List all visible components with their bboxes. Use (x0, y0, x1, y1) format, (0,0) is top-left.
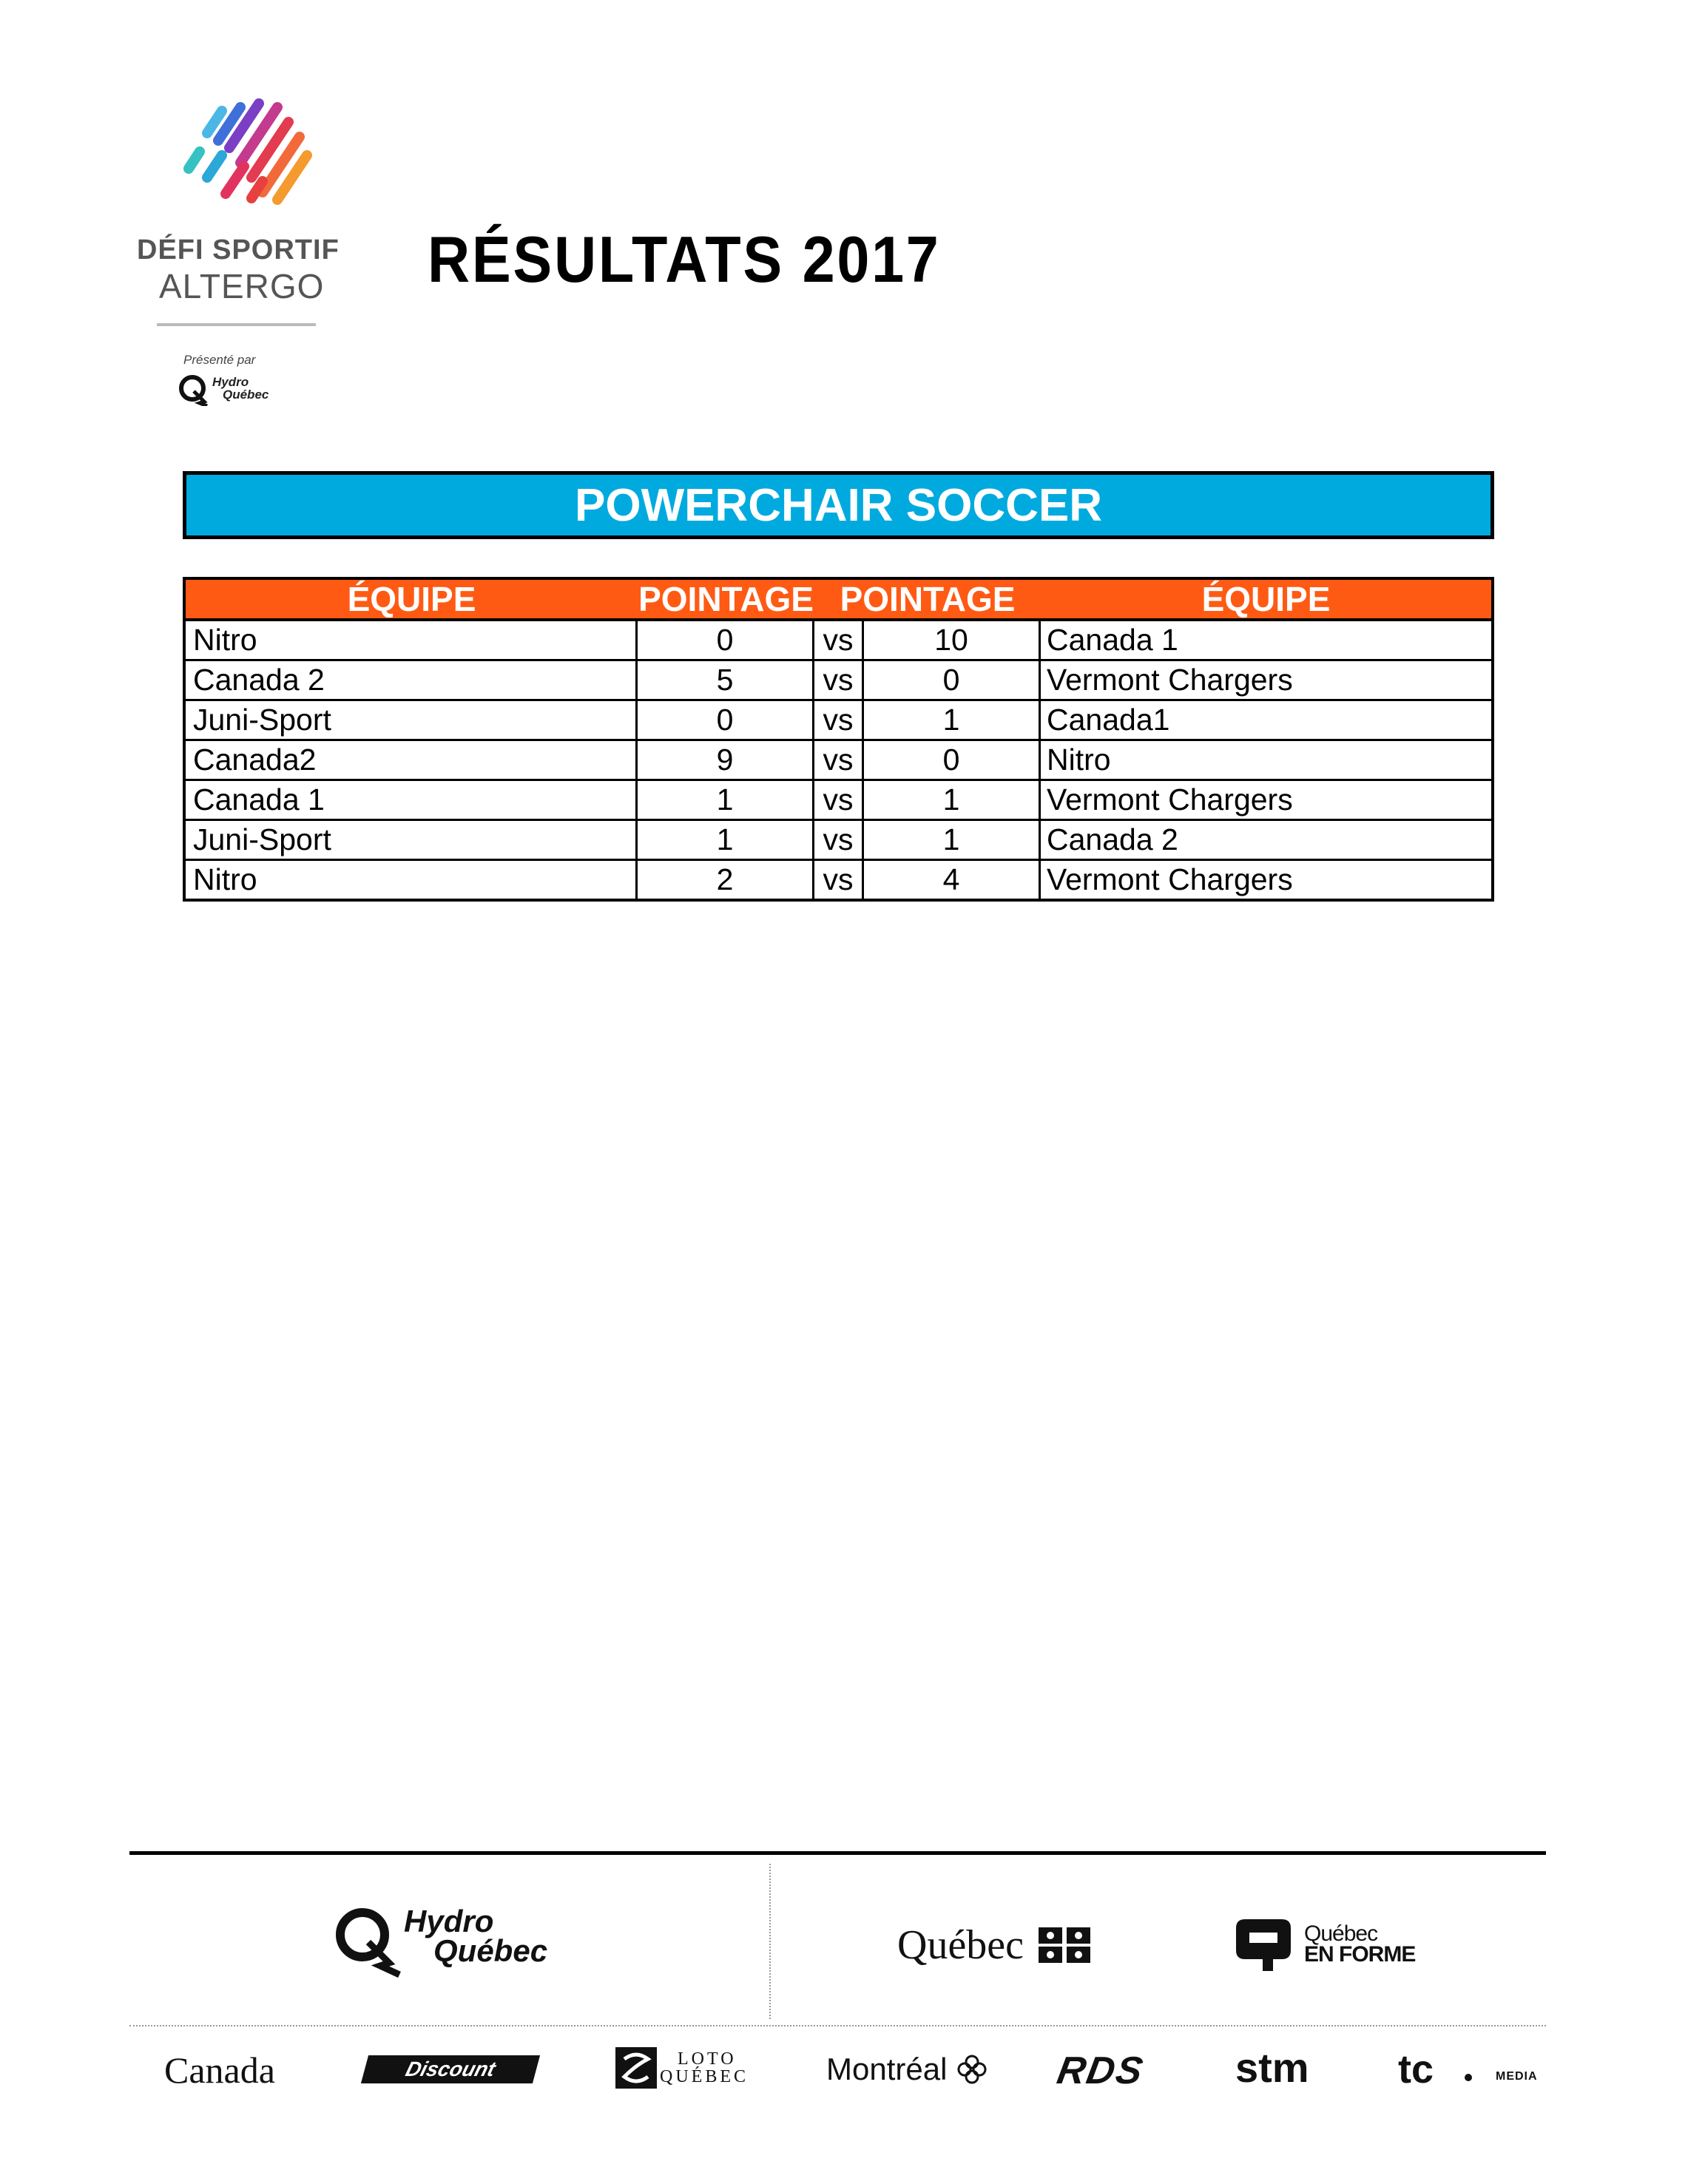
score-a-cell: 0 (638, 621, 814, 659)
score-a-cell: 9 (638, 741, 814, 779)
table-row (186, 821, 1491, 861)
team-b-cell: Canada 1 (1047, 623, 1178, 657)
team-b-cell: Vermont Chargers (1047, 862, 1293, 896)
sponsor-stm: stm (1235, 2044, 1309, 2091)
quebec-en-forme-line1: Québec (1304, 1921, 1378, 1946)
sponsor-rds: RDS (1053, 2049, 1147, 2092)
quebec-en-forme-wordmark (1304, 1921, 1416, 1967)
vs-cell: vs (814, 821, 864, 859)
hydro-quebec-wordmark (404, 1904, 548, 1968)
footer-divider (129, 1851, 1546, 1855)
vs-cell: vs (814, 861, 864, 899)
team-b-cell: Canada1 (1047, 703, 1170, 737)
tc-dot-icon (1465, 2074, 1472, 2081)
score-a-cell: 1 (638, 821, 814, 859)
score-b-cell: 1 (864, 781, 1041, 819)
sponsor-tc-media: MEDIA (1496, 2070, 1538, 2083)
vs-cell: vs (814, 661, 864, 699)
team-a-cell: Juni-Sport (186, 821, 638, 859)
hydro-quebec-line1: Hydro (404, 1904, 494, 1938)
altergo-stripes-icon (178, 96, 325, 222)
sport-name: POWERCHAIR SOCCER (574, 479, 1103, 531)
altergo-logo (126, 96, 362, 422)
loto-quebec-icon (615, 2047, 657, 2089)
sponsor-canada: Canada (164, 2049, 275, 2091)
score-b-cell: 0 (864, 661, 1041, 699)
hydro-quebec-line2: Québec (433, 1933, 548, 1968)
table-row (186, 701, 1491, 741)
team-b-cell: Nitro (1047, 743, 1111, 777)
score-b-cell: 10 (864, 621, 1041, 659)
score-b-cell: 1 (864, 701, 1041, 739)
column-header-score-a: POINTAGE (638, 580, 814, 618)
vs-cell: vs (814, 741, 864, 779)
score-b-cell: 1 (864, 821, 1041, 859)
team-b-cell: Vermont Chargers (1047, 663, 1293, 697)
column-header-team-a: ÉQUIPE (347, 580, 476, 618)
team-b-cell: Canada 2 (1047, 822, 1178, 856)
hydro-quebec-q-icon (331, 1904, 405, 1978)
score-a-cell: 1 (638, 781, 814, 819)
quebec-en-forme-line2: EN FORME (1304, 1942, 1416, 1967)
presenter-line2: Québec (223, 388, 269, 402)
page-title: RÉSULTATS 2017 (428, 223, 941, 296)
table-row (186, 741, 1491, 781)
logo-line2: ALTERGO (159, 267, 325, 305)
column-header-team-b: ÉQUIPE (1201, 580, 1331, 618)
montreal-rosace-icon (956, 2053, 988, 2086)
sponsor-discount: Discount (361, 2055, 540, 2083)
sponsor-tc: tc (1398, 2047, 1434, 2092)
presented-by-label: Présenté par (183, 353, 256, 367)
results-table (183, 577, 1494, 902)
sponsor-montreal (826, 2052, 988, 2087)
logo-line1: DÉFI SPORTIF (137, 234, 340, 266)
vs-cell: vs (814, 701, 864, 739)
presenter-line1: Hydro (212, 375, 249, 389)
montreal-wordmark: Montréal (826, 2052, 948, 2086)
loto-quebec-line2: QUÉBEC (660, 2067, 749, 2086)
loto-quebec-line1: LOTO (678, 2049, 737, 2069)
presenter-name (212, 376, 269, 401)
quebec-en-forme-icon (1230, 1913, 1297, 1972)
table-row (186, 661, 1491, 701)
score-a-cell: 5 (638, 661, 814, 699)
hydro-quebec-q-icon (178, 373, 210, 406)
column-header-score-b: POINTAGE (840, 580, 1016, 618)
team-a-cell: Nitro (186, 621, 638, 659)
quebec-flag-icon (1039, 1927, 1090, 1963)
team-a-cell: Canada2 (186, 741, 638, 779)
sponsor-quebec (897, 1921, 1090, 1969)
logo-divider (157, 323, 316, 326)
team-a-cell: Canada 2 (186, 661, 638, 699)
table-header (186, 580, 1491, 621)
score-a-cell: 0 (638, 701, 814, 739)
footer-horizontal-divider (129, 2025, 1546, 2026)
score-b-cell: 0 (864, 741, 1041, 779)
team-a-cell: Juni-Sport (186, 701, 638, 739)
team-a-cell: Canada 1 (186, 781, 638, 819)
footer-vertical-divider (769, 1864, 771, 2019)
vs-cell: vs (814, 781, 864, 819)
team-a-cell: Nitro (186, 861, 638, 899)
score-b-cell: 4 (864, 861, 1041, 899)
quebec-wordmark: Québec (897, 1922, 1024, 1968)
sport-banner (183, 471, 1494, 539)
loto-quebec-wordmark (660, 2050, 749, 2086)
team-b-cell: Vermont Chargers (1047, 782, 1293, 817)
table-row (186, 781, 1491, 821)
score-a-cell: 2 (638, 861, 814, 899)
table-row (186, 861, 1491, 899)
table-row (186, 621, 1491, 661)
vs-cell: vs (814, 621, 864, 659)
